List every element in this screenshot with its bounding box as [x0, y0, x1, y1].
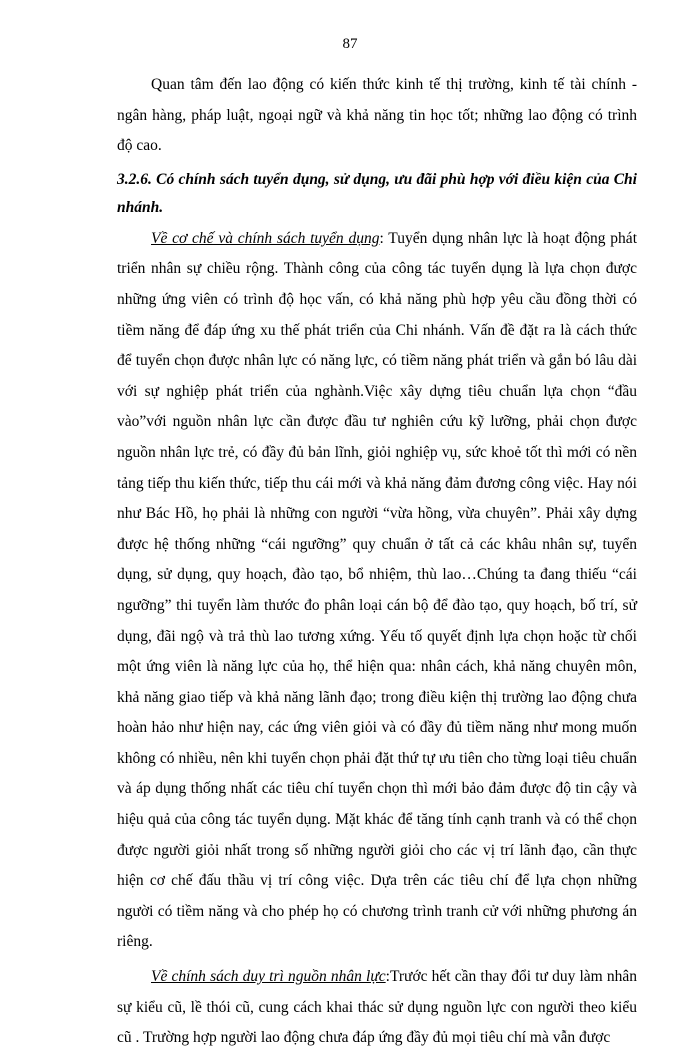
recruitment-text: : Tuyển dụng nhân lực là hoạt động phát triển nhân sự chiều rộng. Thành công của công tác tuyển dụng là lựa chọn được những ứng viên có trình độ học vấn, có khả năng phù hợp yêu cầu đồng thời có tiềm năng để đáp ứng xu thế phát triển của Chi nhánh. Vấn đề đặt ra là cách thức để tuyển chọn được nhân lực có năng lực, có tiềm năng phát triển và gắn bó lâu dài với sự nghiệp phát triển của nghành.Việc xây dựng tiêu chuẩn lựa chọn “đầu vào”với nguồn nhân lực cần được đầu tư nghiên cứu kỹ lưỡng, phải chọn được nguồn nhân lực trẻ, có đầy đủ bản lĩnh, giỏi nghiệp vụ, sức khoẻ tốt thì mới có nền tảng tiếp thu kiến thức, tiếp thu cái mới và khả năng đảm đương công việc. Hay nói như Bác Hồ, họ phải là những con người “vừa hồng, vừa chuyên”. Phải xây dựng được hệ thống những “cái ngưỡng” quy chuẩn ở tất cả các khâu nhân sự, tuyển dụng, sử dụng, quy hoạch, đào tạo, bổ nhiệm, thù lao…Chúng ta đang thiếu “cái ngưỡng” thi tuyển làm thước đo phân loại cán bộ để đào tạo, quy hoạch, bố trí, sử dụng, đãi ngộ và trả thù lao tương xứng. Yếu tố quyết định lựa chọn hoặc từ chối một ứng viên là năng lực của họ, thể hiện qua: nhân cách, khả năng chuyên môn, khả năng giao tiếp và khả năng lãnh đạo; trong điều kiện thị trường lao động chưa hoàn hảo như hiện nay, các ứng viên giỏi và có đầy đủ tiềm năng như mong muốn không có nhiều, nên khi tuyển chọn phải đặt thứ tự ưu tiên cho từng loại tiêu chuẩn và áp dụng thống nhất các tiêu chí tuyển chọn thì mới bảo đảm được độ tin cậy và hiệu quả của công tác tuyển dụng. Mặt khác để tăng tính cạnh tranh và có thể chọn được người giỏi nhất trong số những người giỏi cho các vị trí lãnh đạo, cần thực hiện cơ chế đấu thầu vị trí công việc. Dựa trên các tiêu chí để lựa chọn những người có tiềm năng và cho phép họ có chương trình tranh cử với những phương án riêng.	[117, 229, 637, 951]
section-heading: 3.2.6. Có chính sách tuyển dụng, sử dụng, ưu đãi phù hợp với điều kiện của Chi nhánh.	[117, 170, 637, 216]
retention-paragraph	[117, 962, 637, 1054]
recruitment-paragraph	[117, 224, 637, 958]
retention-label: Về chính sách duy trì nguồn nhân lực	[151, 968, 386, 986]
document-body	[117, 70, 637, 1054]
intro-paragraph: Quan tâm đến lao động có kiến thức kinh tế thị trường, kinh tế tài chính - ngân hàng, pháp luật, ngoại ngữ và khả năng tin học tốt; những lao động có trình độ cao.	[117, 76, 637, 155]
page-number: 87	[342, 36, 358, 52]
recruitment-label: Về cơ chế và chính sách tuyển dụng	[151, 229, 380, 247]
retention-text: :Trước hết cần thay đổi tư duy làm nhân sự kiểu cũ, lề thói cũ, cung cách khai thác sử dụng nguồn lực con người theo kiểu cũ . Trường hợp người lao động chưa đáp ứng đầy đủ mọi tiêu chí mà vẫn được	[117, 968, 637, 1047]
